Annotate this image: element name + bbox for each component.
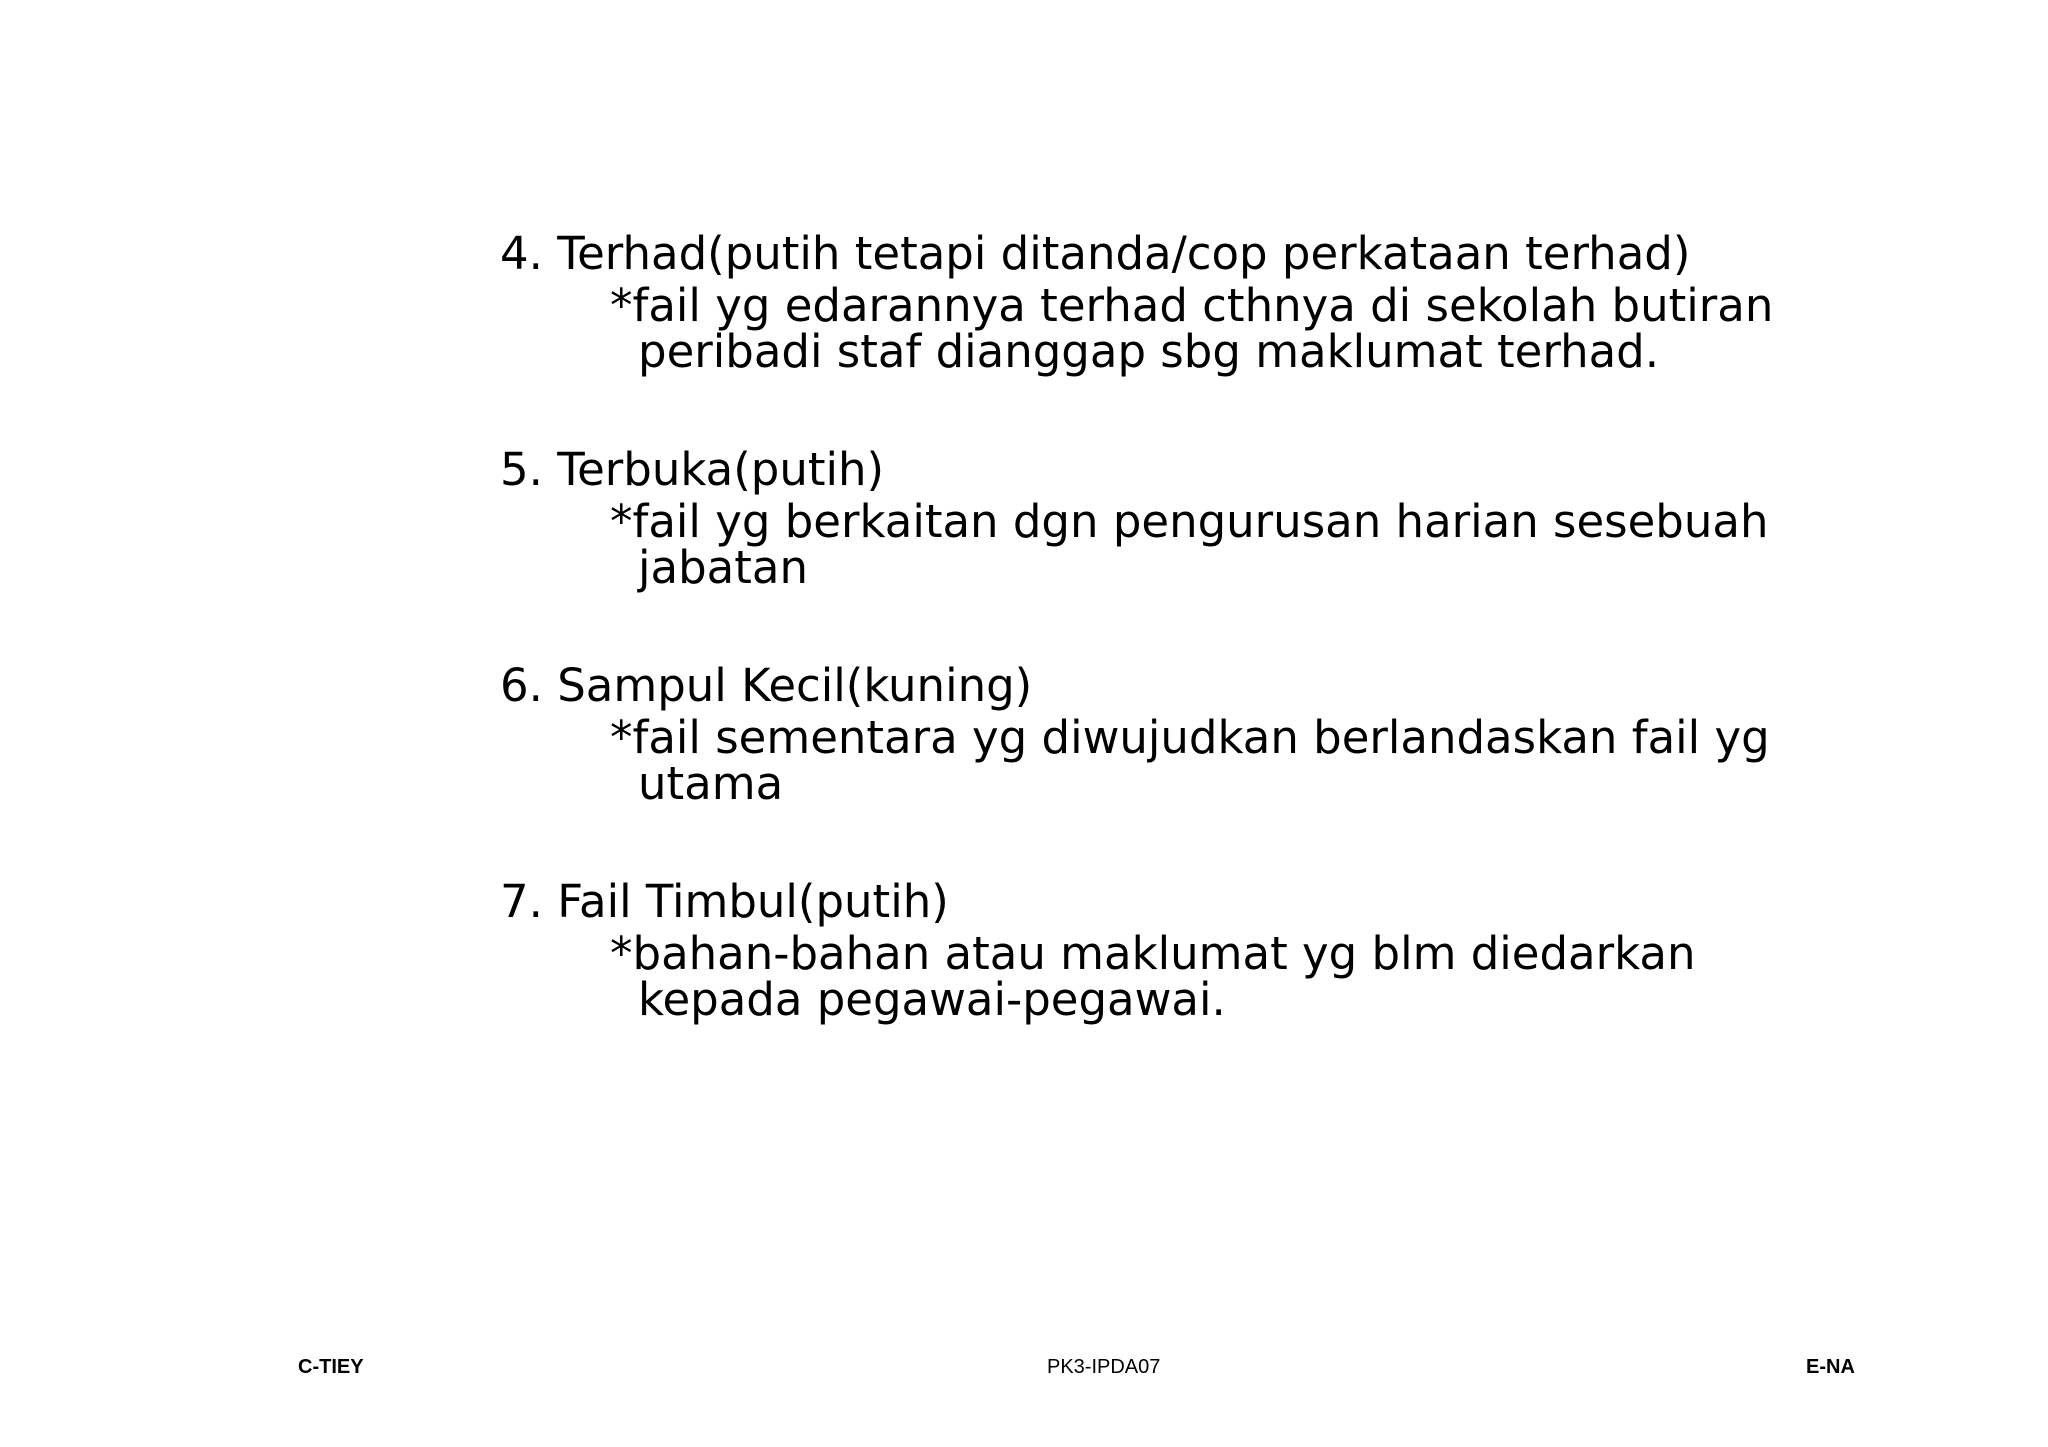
item-heading: 6. Sampul Kecil(kuning) xyxy=(500,659,1033,712)
item-description: *fail sementara yg diwujudkan berlandaskan fail yg utama xyxy=(610,711,1770,810)
list-item xyxy=(500,441,1900,594)
item-heading: 4. Terhad(putih tetapi ditanda/cop perkataan terhad) xyxy=(500,227,1691,280)
footer-center-label: PK3-IPDA07 xyxy=(1047,1356,1161,1378)
item-heading: 7. Fail Timbul(putih) xyxy=(500,875,949,928)
item-heading: 5. Terbuka(putih) xyxy=(500,443,885,496)
item-description: *fail yg berkaitan dgn pengurusan harian sesebuah jabatan xyxy=(610,495,1769,594)
footer-right-label: E-NA xyxy=(1806,1356,1855,1378)
list-item xyxy=(500,657,1900,810)
item-description: *bahan-bahan atau maklumat yg blm diedarkan kepada pegawai-pegawai. xyxy=(610,927,1696,1026)
list-item xyxy=(500,873,1900,1026)
item-description: *fail yg edarannya terhad cthnya di sekolah butiran peribadi staf dianggap sbg maklumat terhad. xyxy=(610,279,1774,378)
slide-body xyxy=(500,225,1900,1026)
footer-left-label: C-TIEY xyxy=(298,1356,364,1378)
list-item xyxy=(500,225,1900,378)
